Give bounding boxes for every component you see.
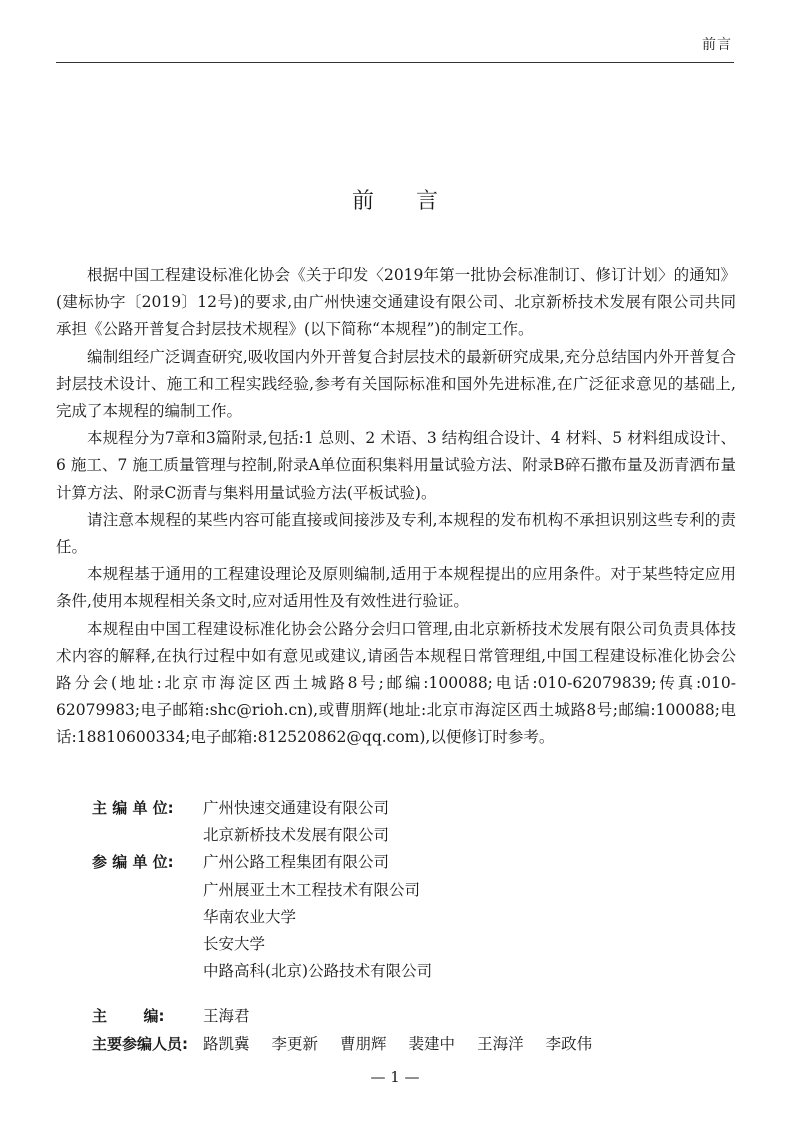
- chief-units-list: [203, 795, 389, 849]
- body-text: [56, 262, 736, 752]
- participating-unit: 中路高科(北京)公路技术有限公司: [203, 962, 433, 981]
- participating-unit: 广州展亚土木工程技术有限公司: [203, 880, 421, 899]
- main-participants-list: [203, 1031, 592, 1058]
- chief-units-label: 主 编 单 位:: [92, 799, 174, 817]
- participating-unit: 长安大学: [203, 935, 266, 954]
- participating-units-list: [203, 849, 432, 985]
- chief-editor-name: 王海君: [203, 1007, 250, 1026]
- participating-unit: 华南农业大学: [203, 907, 297, 926]
- page-title: 前言: [351, 189, 480, 214]
- page-number: — 1 —: [370, 1068, 420, 1086]
- credits-spacer: [92, 985, 592, 1003]
- participant-name: 曹朋辉: [340, 1034, 387, 1053]
- credits-block: [92, 795, 592, 1058]
- chief-unit: 广州快速交通建设有限公司: [203, 799, 390, 817]
- header-rule: [56, 62, 734, 63]
- chief-units-row: [92, 795, 592, 849]
- participant-name: 裴建中: [408, 1034, 456, 1053]
- participating-units-row: [92, 849, 592, 985]
- participant-name: 王海洋: [477, 1034, 524, 1053]
- participant-name: 路凯冀: [203, 1034, 250, 1053]
- paragraph-3: 本规程分为7章和3篇附录,包括:1 总则、2 术语、3 结构组合设计、4 材料、5 材料组成设计、6 施工、7 施工质量管理与控制,附录A单位面积集料用量试验方法、附录B碎石撒布量及沥青洒布量计算方法、附录C沥青与集料用量试验方法(平板试验)。: [56, 429, 736, 502]
- chief-editor-label: 主 编:: [92, 1007, 165, 1026]
- participating-units-label: 参 编 单 位:: [92, 853, 174, 872]
- chief-editor-row: [92, 1003, 592, 1030]
- participant-name: 李政伟: [545, 1034, 593, 1053]
- chief-unit: 北京新桥技术发展有限公司: [203, 826, 390, 845]
- participating-unit: 广州公路工程集团有限公司: [203, 853, 390, 872]
- paragraph-4: 请注意本规程的某些内容可能直接或间接涉及专利,本规程的发布机构不承担识别这些专利的责任。: [56, 510, 736, 557]
- main-participants-row: [92, 1031, 592, 1058]
- main-participants-label: 主要参编人员:: [92, 1034, 188, 1053]
- running-header-title: 前言: [702, 37, 732, 53]
- paragraph-2: 编制组经广泛调查研究,吸收国内外开普复合封层技术的最新研究成果,充分总结国内外开普复合封层技术设计、施工和工程实践经验,参考有关国际标准和国外先进标准,在广泛征求意见的基础上,完成了本规程的编制工作。: [56, 347, 736, 421]
- paragraph-1: 根据中国工程建设标准化协会《关于印发〈2019年第一批协会标准制订、修订计划〉的通知》(建标协字〔2019〕12号)的要求,由广州快速交通建设有限公司、北京新桥技术发展有限公司共同承担《公路开普复合封层技术规程》(以下简称“本规程”)的制定工作。: [56, 266, 736, 339]
- paragraph-5: 本规程基于通用的工程建设理论及原则编制,适用于本规程提出的应用条件。对于某些特定应用条件,使用本规程相关条文时,应对适用性及有效性进行验证。: [56, 565, 736, 611]
- paragraph-6: 本规程由中国工程建设标准化协会公路分会归口管理,由北京新桥技术发展有限公司负责具体技术内容的解释,在执行过程中如有意见或建议,请函告本规程日常管理组,中国工程建设标准化协会公路分会(地址:北京市海淀区西土城路8号;邮编:100088;电话:010-62079839;传真:010-62079983;电子邮箱:shc@rioh.cn),或曹朋辉(地址:北京市海淀区西土城路8号;邮编:100088;电话:18810600334;电子邮箱:812520862@qq.com),以便修订时参考。: [56, 619, 736, 747]
- participant-name: 李更新: [271, 1034, 319, 1053]
